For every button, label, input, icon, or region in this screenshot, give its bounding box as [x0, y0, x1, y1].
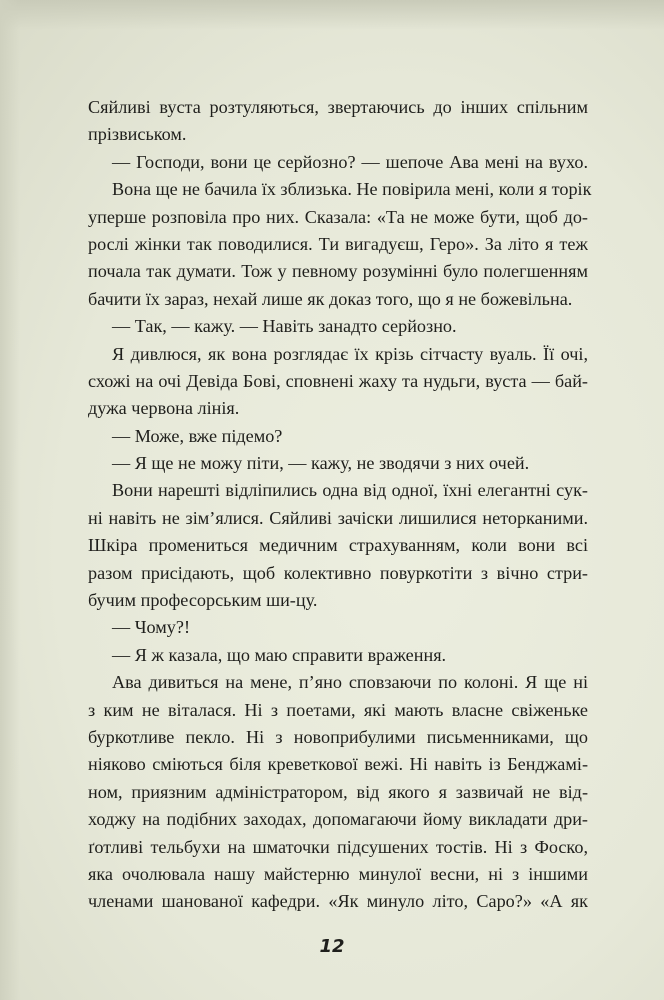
text-line: — Я ще не можу піти, — кажу, не зводячи з них очей.: [112, 453, 530, 474]
page-shadow-top: [0, 0, 664, 30]
text-line: — Господи, вони це серйозно? — шепоче Ава мені на вухо.: [112, 151, 588, 172]
text-line: буркотливе пекло. Ні з новоприбулими письменниками, що: [88, 726, 588, 747]
page-shadow-left: [0, 0, 20, 1000]
text-line: — Може, вже підемо?: [112, 425, 283, 446]
text-line: прізвиськом.: [88, 124, 187, 145]
text-line: почала так думати. Тож у певному розумінні було полегшенням: [88, 261, 588, 282]
text-line: схожі на очі Девіда Бові, сповнені жаху та нудьги, вуста — бай-: [88, 370, 588, 391]
text-line: — Так, — кажу. — Навіть занадто серйозно.: [112, 316, 457, 337]
text-line: дужа червона лінія.: [88, 398, 240, 419]
text-line: разом присідають, щоб колективно повуркотіти з вічно стри-: [88, 562, 588, 583]
text-line: членами шанованої кафедри. «Як минуло літо, Саро?» «А як: [88, 891, 588, 912]
text-line: уперше розповіла про них. Сказала: «Та не може бути, щоб до-: [88, 206, 588, 227]
text-line: — Я ж казала, що маю справити враження.: [112, 644, 447, 665]
text-line: Ава дивиться на мене, п’яно сповзаючи по колоні. Я ще ні: [112, 672, 588, 693]
text-line: з ким не віталася. Ні з поетами, які мають власне свіженьке: [88, 699, 588, 720]
text-line: бучим професорським ши-цу.: [88, 590, 318, 611]
text-line: ходжу на подібних заходах, допомагаючи йому викладати дри-: [88, 809, 588, 830]
text-line: ґотливі тельбухи на шматочки підсушених тостів. Ні з Фоско,: [88, 836, 588, 857]
text-line: яка очолювала нашу майстерню минулої весни, ні з іншими: [88, 863, 588, 884]
text-line: Вона ще не бачила їх зблизька. Не повірила мені, коли я торік: [112, 179, 592, 200]
text-line: Сяйливі вуста розтуляються, звертаючись до інших спільним: [88, 97, 588, 117]
text-line: Я дивлюся, як вона розглядає їх крізь сітчасту вуаль. Її очі,: [112, 343, 588, 364]
text-line: рослі жінки так поводилися. Ти вигадуєш, Геро». За літо я теж: [88, 233, 588, 254]
text-line: бачити їх зараз, нехай лише як доказ того, що я не божевільна.: [88, 288, 573, 309]
text-line: ні навіть не зім’ялися. Сяйливі зачіски лишилися неторканими.: [88, 507, 588, 528]
book-page-text: [88, 94, 592, 916]
text-line: Вони нарешті відліпились одна від одної, їхні елегантні сук-: [112, 480, 588, 501]
page-number: 12: [319, 936, 345, 957]
text-line: Шкіра промениться медичним страхуванням, коли вони всі: [88, 535, 588, 556]
text-line: ном, приязним адміністратором, від якого я зазвичай не від-: [88, 781, 588, 802]
text-line: ніяково сміються біля креветкової вежі. Ні навіть із Бенджамі-: [88, 754, 588, 775]
text-line: — Чому?!: [112, 617, 191, 638]
